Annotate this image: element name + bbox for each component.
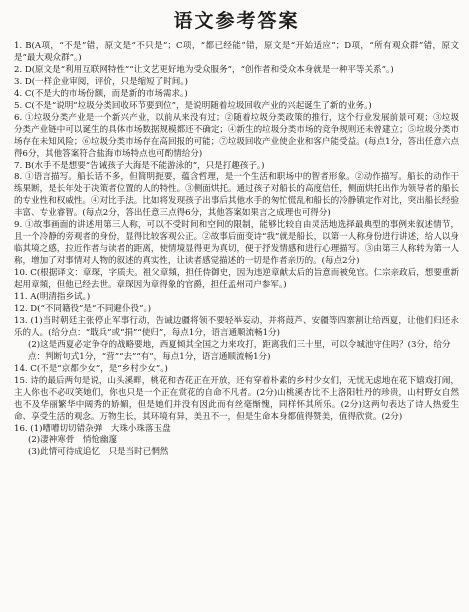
answer-item-16-3: (3)此情可待成追忆 只是当时已惘然	[28, 447, 169, 458]
answer-item-6: 6. ①垃圾分类产业是一个新兴产业，以前从来没有过；②随着垃圾分类政策的推行，这个行业发展前景可观；③垃圾分类产业链中可以诞生的具体市场数据规模都还不确定；④新生的垃圾分类市场的竞争规则还未曾建立；⑤垃圾分类市场存在未知风险；⑥垃圾分类市场存在高回报的可能；⑦垃圾回收产业使企业和客户能受益。(每点1分，答出任意六点得6分，其他答案符合盐海市场特点也可酌情给分)	[14, 112, 459, 159]
answer-item-9: 9. ①故事画面的讲述用第三人称，可以不受时间和空间的限制，能够比较自由灵活地选择最典型的事例来叙述情节，且一个冷静的旁观者的身份，显得比较客观公正。②故事后面变诗“我”就是船长，以第一人称身份进行讲述，给人以身临其境之感，拉近作者与读者的距离，使情境显得更为真切，便于抒发情感和进行心理描写。③由第三人称转为第一人称，增加了对事情对人物的叙述的真实性，让读者感觉描述的一切是作者亲历的。(每点2分)	[14, 220, 459, 267]
answer-item-2: 2. D(原文是“利用互联网特性”“让文艺更好地为受众服务”，“创作者和受众本身就是一种平等关系”。)	[14, 64, 394, 75]
page-title: 语文参考答案	[173, 10, 300, 32]
answer-item-16-1: 16. (1)嘈嘈切切错杂弹 大珠小珠落玉盘	[14, 423, 171, 434]
answer-item-13-1: 13. (1)当时朝廷主张停止军事行动，告诫边疆将领不要轻举妄动，并将葭芦、安疆等四寨割让给西夏，让他们归还永乐的人。(给分点：“戢兵”或“捐”“使归”，每点1分，语言通顺流畅1分)	[14, 315, 459, 338]
answer-item-14: 14. C(不是“京都少女”，是“乡村少女”。)	[14, 363, 168, 374]
answer-item-13-2: (2)这是西夏必定争夺的战略要地，西夏倾其全国之力来攻打，距离我们三十里，可以令城池守住吗？(3分，给分点：判断句式1分，“营”“去”“有”，每点1分，语言通顺流畅1分)	[28, 339, 451, 362]
answer-item-16-2: (2)凄神寒骨 悄怆幽邃	[28, 435, 118, 446]
answer-item-11: 11. A(明清指乡试。)	[14, 292, 91, 303]
answer-item-15: 15. 诗的最后两句是说，山头溪畔，桃花和杏花正在开放，还有穿着朴素的乡村少女们，无忧无虑地在花下嬉戏打闹，主人你也不必叹笑她们，你也只是一个正在赏花的自命不凡者。(2分)山桃溪杏比不上洛阳牡丹的珍贵，山村野女自然也不及华丽繁华中阔秀的娇媚，但是她们并没有因此而有丝毫惭愧，同样怀其所乐。(2分)这两句表达了诗人热爱生命、享受生活的观念。万物生长，其环境有异，美丑不一，但是生命本身都值得赞美，值得欣赏。(2分)	[14, 375, 459, 422]
answer-item-7: 7. B(水手不是想要“告诫孩子大海是不能游泳的”，只是打趣孩子。)	[14, 160, 265, 171]
answer-item-5: 5. C(不是“说明”垃圾分类回收环节要到位”，是说明随着垃圾回收产业的兴起诞生了新的业务。)	[14, 100, 372, 111]
answer-item-8: 8. ①语言描写。船长话不多，但简明扼要，蕴含哲理，是一个生活和职场中的智者形象。②动作描写。船长的动作干练果断，是长年处于决策者位置的人的特性。③侧面烘托。通过孩子对船长的高度信任，侧面烘托出作为领导者的船长的专业性和权威性。④对比手法。比如将发现孩子出事后其他水手的匆忙慌乱和船长的冷静镇定作对比，突出船长经验丰富、专业睿智。(每点2分，答出任意三点得6分，其他答案如果言之成理也可得分)	[14, 172, 459, 219]
answer-item-4: 4. C(不是大的市场份额，而是新的市场需求。)	[14, 88, 188, 99]
answer-item-1: 1. B(A项，“不是”错，原文是“不只是”；C项，“都已经能”错，原文是“开始适应”；D项，“所有观众群”错，原文是“最大观众群”。)	[14, 41, 459, 63]
answer-item-3: 3. D(一样企业审阅，评价，只是缩短了时间。)	[14, 76, 188, 87]
answer-item-12: 12. D(“不同籍役”是“不同避仆役”。)	[14, 303, 152, 314]
answer-item-10: 10. C(根据译文：章琛，字质夫。祖父章頻，担任侍御史，因为违逆章献太后的旨意而被免官。仁宗亲政后，想要重新起用章頻，但他已经去世。章琛因为章得象的官爵，担任孟州司户参军。)	[14, 268, 459, 291]
